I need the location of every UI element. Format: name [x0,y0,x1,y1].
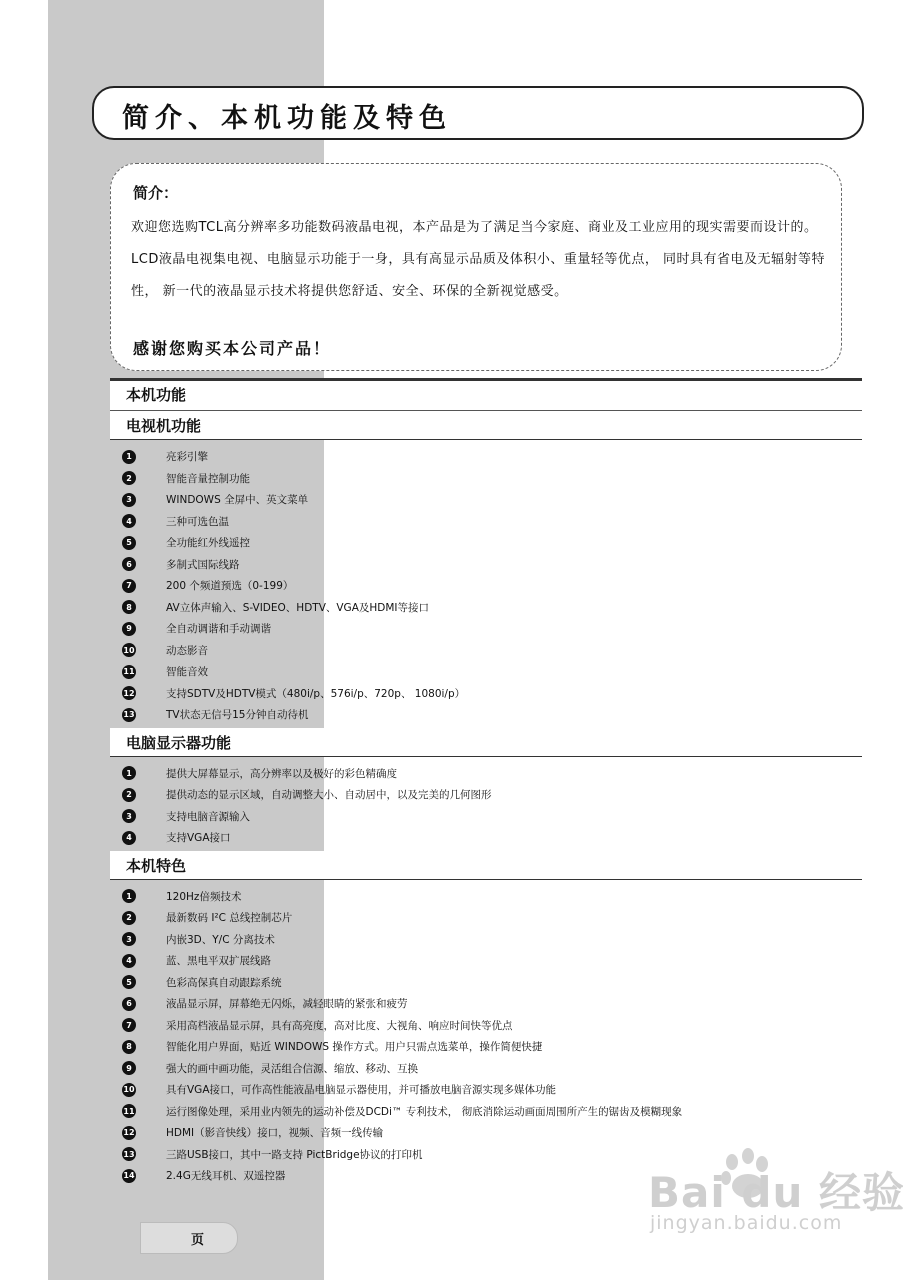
number-bullet-icon: 8 [122,1040,136,1054]
number-bullet-icon: 1 [122,766,136,780]
feature-item [122,929,862,951]
intro-heading: 简介： [133,184,179,202]
number-bullet-icon: 4 [122,954,136,968]
number-bullet-icon: 5 [122,975,136,989]
feature-item [122,827,862,849]
intro-body: 欢迎您选购TCL高分辨率多功能数码液晶电视，本产品是为了满足当今家庭、商业及工业应用的现实需要而设计的。LCD液晶电视集电视、电脑显示功能于一身，具有高显示品质及体积小、重量轻等优点， 同时具有省电及无辐射等特性， 新一代的液晶显示技术将提供您舒适、安全、环保的全新视觉感受。 [131,220,825,299]
feature-item-text: 智能音量控制功能 [166,472,250,485]
machine-features-list [110,880,862,1189]
feature-item [122,784,862,806]
feature-item [122,806,862,828]
page-title: 简介、本机功能及特色 [122,103,452,134]
number-bullet-icon: 2 [122,788,136,802]
feature-item [122,468,862,490]
features-heading: 本机功能 [110,378,862,411]
number-bullet-icon: 7 [122,1018,136,1032]
feature-item-text: 200 个频道预选（0-199） [166,580,294,593]
feature-item-text: 最新数码 I²C 总线控制芯片 [166,912,293,925]
feature-item [122,597,862,619]
feature-item-text: 全自动调谐和手动调谐 [166,623,271,636]
feature-item-text: 液晶显示屏，屏幕绝无闪烁，减轻眼睛的紧张和疲劳 [166,998,408,1011]
feature-item [122,972,862,994]
feature-item [122,661,862,683]
feature-item-text: 运行图像处理，采用业内领先的运动补偿及DCDi™ 专利技术， 彻底消除运动画面周围所产生的锯齿及模糊现象 [166,1105,683,1118]
feature-item-text: 三种可选色温 [166,515,229,528]
feature-item-text: WINDOWS 全屏中、英文菜单 [166,494,309,507]
feature-item [122,1036,862,1058]
number-bullet-icon: 12 [122,686,136,700]
feature-item-text: 动态影音 [166,644,208,657]
feature-item-text: HDMI（影音快线）接口，视频、音频一线传输 [166,1127,384,1140]
number-bullet-icon: 10 [122,1083,136,1097]
feature-item-text: 支持电脑音源输入 [166,810,250,823]
feature-item [122,511,862,533]
pc-monitor-functions-heading: 电脑显示器功能 [110,728,862,757]
feature-item-text: 具有VGA接口，可作高性能液晶电脑显示器使用，并可播放电脑音源实现多媒体功能 [166,1084,557,1097]
feature-item-text: 智能音效 [166,666,208,679]
intro-box [110,163,842,371]
number-bullet-icon: 9 [122,1061,136,1075]
number-bullet-icon: 6 [122,997,136,1011]
feature-item-text: 2.4G无线耳机、双遥控器 [166,1170,286,1183]
number-bullet-icon: 11 [122,665,136,679]
feature-item-text: 支持SDTV及HDTV模式（480i/p、576i/p、720p、 1080i/p） [166,687,466,700]
feature-item-text: 亮彩引擎 [166,451,208,464]
feature-item [122,618,862,640]
number-bullet-icon: 8 [122,600,136,614]
watermark-logo: Bai du 经验 [648,1168,905,1217]
number-bullet-icon: 5 [122,536,136,550]
feature-item [122,704,862,726]
number-bullet-icon: 1 [122,450,136,464]
number-bullet-icon: 9 [122,622,136,636]
feature-item-text: TV状态无信号15分钟自动待机 [166,709,309,722]
number-bullet-icon: 3 [122,493,136,507]
feature-item-text: 采用高档液晶显示屏，具有高亮度，高对比度、大视角、响应时间快等优点 [166,1019,513,1032]
feature-item [122,1058,862,1080]
number-bullet-icon: 10 [122,643,136,657]
feature-item [122,489,862,511]
feature-item [122,886,862,908]
title-banner [92,86,864,140]
number-bullet-icon: 12 [122,1126,136,1140]
feature-item-text: 强大的画中画功能，灵活组合信源、缩放、移动、互换 [166,1062,418,1075]
page-label: 页 [191,1233,205,1248]
feature-item-text: AV立体声输入、S-VIDEO、HDTV、VGA及HDMI等接口 [166,601,430,614]
feature-item [122,554,862,576]
machine-features-heading: 本机特色 [110,851,862,880]
number-bullet-icon: 2 [122,911,136,925]
number-bullet-icon: 1 [122,889,136,903]
number-bullet-icon: 3 [122,932,136,946]
feature-item-text: 120Hz倍频技术 [166,890,242,903]
feature-item-text: 提供大屏幕显示，高分辨率以及极好的彩色精确度 [166,767,397,780]
intro-thanks: 感谢您购买本公司产品！ [133,339,332,358]
feature-item [122,1122,862,1144]
number-bullet-icon: 13 [122,1147,136,1161]
feature-item [122,907,862,929]
feature-item [122,1015,862,1037]
number-bullet-icon: 2 [122,471,136,485]
feature-item [122,575,862,597]
pc-monitor-functions-list [110,757,862,851]
feature-item [122,950,862,972]
feature-item-text: 蓝、黑电平双扩展线路 [166,955,271,968]
feature-item [122,763,862,785]
feature-item-text: 多制式国际线路 [166,558,240,571]
number-bullet-icon: 7 [122,579,136,593]
feature-item [122,1079,862,1101]
number-bullet-icon: 3 [122,809,136,823]
feature-item-text: 提供动态的显示区域，自动调整大小、自动居中，以及完美的几何图形 [166,789,492,802]
watermark-url: jingyan.baidu.com [650,1212,843,1234]
feature-item [122,446,862,468]
number-bullet-icon: 4 [122,831,136,845]
feature-item-text: 支持VGA接口 [166,832,231,845]
feature-item-text: 内嵌3D、Y/C 分离技术 [166,933,275,946]
number-bullet-icon: 6 [122,557,136,571]
feature-item [122,993,862,1015]
number-bullet-icon: 13 [122,708,136,722]
page-number-tab [140,1222,238,1254]
tv-functions-list [110,440,862,728]
feature-item [122,1101,862,1123]
feature-item [122,683,862,705]
feature-item-text: 智能化用户界面，贴近 WINDOWS 操作方式。用户只需点选菜单，操作简便快捷 [166,1041,543,1054]
tv-functions-heading: 电视机功能 [110,411,862,440]
number-bullet-icon: 11 [122,1104,136,1118]
number-bullet-icon: 14 [122,1169,136,1183]
feature-item-text: 全功能红外线遥控 [166,537,250,550]
feature-item-text: 三路USB接口，其中一路支持 PictBridge协议的打印机 [166,1148,423,1161]
number-bullet-icon: 4 [122,514,136,528]
feature-item-text: 色彩高保真自动跟踪系统 [166,976,282,989]
feature-item [122,532,862,554]
features-content [110,378,862,1189]
feature-item [122,640,862,662]
